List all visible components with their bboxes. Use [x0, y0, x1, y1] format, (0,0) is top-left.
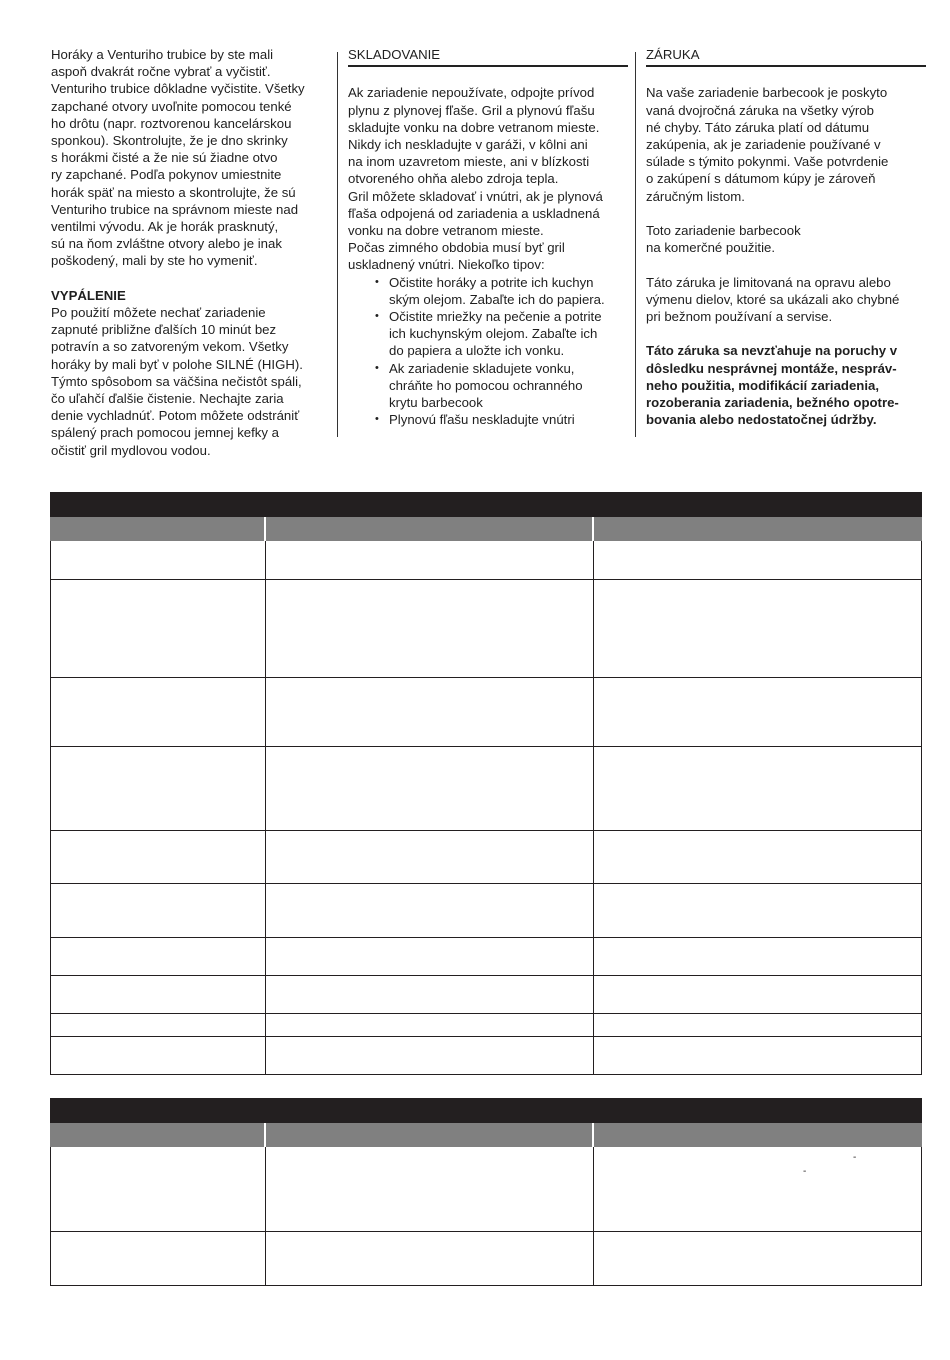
text-line: Nikdy ich neskladujte v garáži, v kôlni ani — [348, 137, 588, 152]
text-line: sponkou). Skontrolujte, že je dno skrinky — [51, 133, 288, 149]
column-divider — [635, 52, 636, 437]
text-line: Týmto spôsobom sa väčšina nečistôt spáli, — [51, 373, 302, 389]
dash-mark: - — [803, 1166, 807, 1177]
text-line: Ak zariadenie nepoužívate, odpojte prívod — [348, 85, 595, 101]
table-header-row — [50, 517, 922, 541]
text-line: • Očistite mriežky na pečenie a potrite — [389, 309, 602, 325]
text-line: ventilmi vývodu. Ak je horák prasknutý, — [51, 219, 279, 235]
burn-off-heading: VYPÁLENIE — [51, 287, 126, 303]
text-line: záručným listom. — [646, 188, 745, 204]
text-line: fľaša odpojená od zariadenia a uskladnená — [348, 205, 600, 221]
text-line: né chyby. Táto záruka platí od dátumu — [646, 119, 870, 135]
list-item — [375, 308, 628, 360]
table-row — [51, 884, 921, 938]
warranty-heading: ZÁRUKA — [646, 46, 926, 67]
text-line: • Ak zariadenie skladujete vonku, — [389, 360, 575, 376]
text-line: Táto záruka je limitovaná na opravu alebo — [646, 274, 891, 290]
header-separator — [264, 517, 266, 541]
storage-tips-list — [348, 274, 628, 429]
text-line: čo uľahčí ďalšie čistenie. Nechajte zaria — [51, 391, 284, 407]
text-line: zapchané otvory uvoľnite pomocou tenké — [51, 98, 292, 114]
table-body — [50, 541, 922, 1075]
warranty-paragraph-2 — [646, 222, 926, 256]
warranty-paragraph-3 — [646, 274, 926, 326]
text-line: Počas zimného obdobia musí byť gril — [348, 240, 565, 256]
text-line: spálený prach pomocou jemnej kefky a — [51, 425, 279, 441]
storage-column — [348, 46, 628, 428]
text-line: chráňte ho pomocou ochranného — [389, 377, 583, 393]
maintenance-column — [51, 46, 333, 459]
table-row — [51, 831, 921, 884]
text-line: poškodený, mali by ste ho vymeniť. — [51, 253, 258, 269]
text-line: vonku na dobre vetranom mieste. — [348, 223, 544, 239]
dash-mark: - — [853, 1152, 857, 1163]
text-line: na inom uzavretom mieste, ani v blízkosti — [348, 154, 590, 170]
text-line: ich kuchynským olejom. Zabaľte ich — [389, 326, 598, 342]
text-line: • Očistite horáky a potrite ich kuchyn — [389, 274, 594, 290]
table-title-bar — [50, 492, 922, 517]
table-row — [51, 1014, 921, 1037]
text-line: zakúpenia, ak je zariadenie používané v — [646, 137, 881, 152]
text-line: uskladnený vnútri. Niekoľko tipov: — [348, 257, 545, 273]
text-line: sú na ňom zvláštne otvory alebo je inak — [51, 236, 282, 252]
troubleshooting-table — [50, 492, 922, 1075]
text-line: Táto záruka sa nevzťahuje na poruchy v — [646, 343, 898, 359]
text-line: aspoň dvakrát ročne vybrať a vyčistiť. — [51, 64, 271, 80]
text-line: rozoberania zariadenia, bežného opotre- — [646, 395, 899, 410]
list-item — [375, 274, 628, 308]
table-row — [51, 541, 921, 580]
warranty-exclusions-paragraph — [646, 342, 926, 428]
text-line: horák späť na miesto a skontrolujte, že sú — [51, 184, 296, 200]
table-row — [51, 678, 921, 747]
text-line: horáky by mali byť v polohe SILNÉ (HIGH). — [51, 356, 303, 372]
table-title-bar — [50, 1098, 922, 1123]
table-row — [51, 1147, 921, 1232]
text-line: potravín a so zatvoreným vekom. Všetky — [51, 339, 289, 355]
text-line: o zakúpení s dátumom kúpy je zároveň — [646, 171, 876, 187]
text-line: očistiť gril mydlovou vodou. — [51, 442, 211, 458]
text-line: Gril môžete skladovať i vnútri, ak je plynová — [348, 188, 603, 204]
table-row — [51, 976, 921, 1014]
text-line: Na vaše zariadenie barbecook je poskyto — [646, 85, 888, 101]
text-line: Venturiho trubice na správnom mieste nad — [51, 201, 299, 217]
text-line: bovania alebo nedostatočnej údržby. — [646, 412, 877, 428]
list-item — [375, 411, 628, 428]
text-line: s horákmi čisté a že nie sú žiadne otvo — [51, 150, 278, 166]
header-separator — [592, 1123, 594, 1147]
header-separator — [264, 1123, 266, 1147]
text-line: Horáky a Venturiho trubice by ste mali — [51, 47, 274, 62]
storage-heading: SKLADOVANIE — [348, 46, 628, 67]
text-line: Toto zariadenie barbecook — [646, 223, 801, 238]
troubleshooting-table-2 — [50, 1098, 922, 1286]
warranty-column — [646, 46, 926, 428]
text-line: skladujte vonku na dobre vetranom mieste. — [348, 119, 600, 135]
text-line: na komerčné použitie. — [646, 240, 776, 256]
text-line: zapnuté približne ďalších 10 minút bez — [51, 322, 277, 338]
text-line: otvoreného ohňa alebo zdroja tepla. — [348, 171, 559, 187]
text-line: krytu barbecook — [389, 395, 483, 411]
text-line: • Plynovú fľašu neskladujte vnútri — [389, 412, 575, 428]
table-body — [50, 1147, 922, 1286]
text-line: Venturiho trubice dôkladne vyčistite. Všetky — [51, 81, 305, 97]
text-line: ry zapchané. Podľa pokynov umiestnite — [51, 167, 282, 183]
text-line: ho drôtu (napr. roztvorenou kancelárskou — [51, 115, 292, 131]
text-line: dôsledku nesprávnej montáže, nespráv- — [646, 360, 897, 376]
text-line: neho použitia, modifikácií zariadenia, — [646, 377, 880, 393]
burner-cleaning-paragraph — [51, 46, 333, 270]
text-line: ským olejom. Zabaľte ich do papiera. — [389, 291, 605, 307]
text-line: výmenu dielov, ktoré sa ukázali ako chybné — [646, 291, 900, 307]
text-line: vaná dvojročná záruka na všetky výrob — [646, 102, 874, 118]
storage-paragraph — [348, 84, 628, 273]
text-line: plynu z plynovej fľaše. Gril a plynovú fľašu — [348, 102, 595, 118]
table-header-row — [50, 1123, 922, 1147]
text-line: denie vychladnúť. Potom môžete odstrániť — [51, 408, 300, 424]
list-item — [375, 360, 628, 412]
table-row — [51, 580, 921, 678]
text-line: Po použití môžete nechať zariadenie — [51, 305, 266, 321]
burn-off-paragraph — [51, 304, 333, 459]
warranty-paragraph-1 — [646, 84, 926, 204]
table-row — [51, 938, 921, 976]
table-row — [51, 747, 921, 831]
table-row — [51, 1037, 921, 1075]
column-divider — [337, 52, 338, 437]
text-line: pri bežnom používaní a servise. — [646, 309, 833, 324]
text-line: súlade s týmito pokynmi. Vaše potvrdenie — [646, 154, 889, 170]
header-separator — [592, 517, 594, 541]
text-line: do papiera a uložte ich vonku. — [389, 343, 565, 359]
table-row — [51, 1232, 921, 1286]
